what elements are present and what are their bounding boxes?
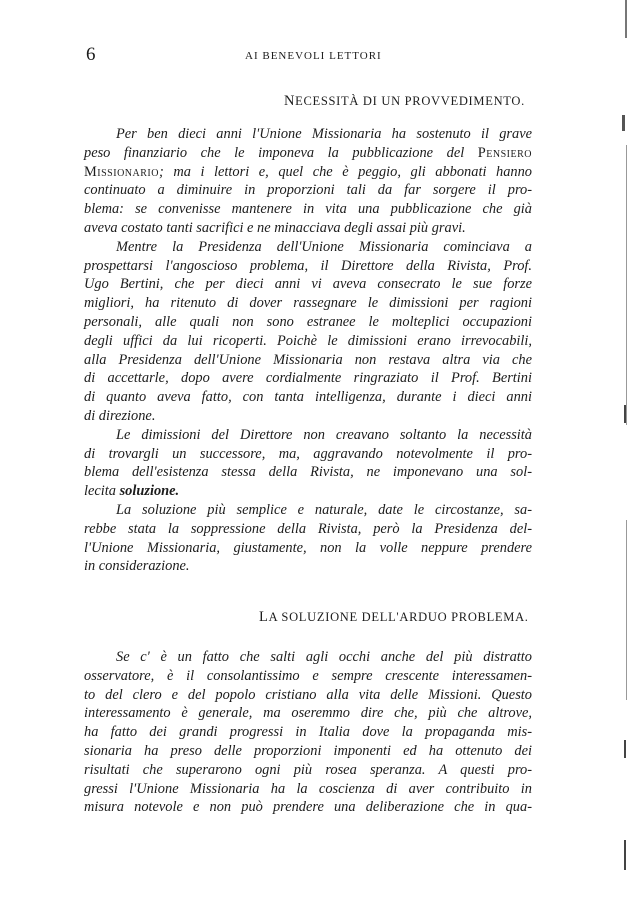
text-line: blema: se convenisse mantenere in vita una pubblicazione che già xyxy=(84,201,532,218)
section-1-body xyxy=(84,125,532,576)
text-line: osservatore, è il consolantissimo e sempre crescente interessamen- xyxy=(84,667,532,684)
scan-edge-mark xyxy=(625,0,627,38)
journal-name: Missionario xyxy=(84,163,159,180)
text-line: in considerazione. xyxy=(84,558,190,575)
text-line: ha fatto dei grandi progressi in Italia dove la propaganda mis- xyxy=(84,724,532,741)
page-number: 6 xyxy=(86,44,96,65)
text-line: Per ben dieci anni l'Unione Missionaria ha sostenuto il grave xyxy=(116,126,532,142)
text-line: misura notevole e non può prendere una deliberazione che in qua- xyxy=(84,799,532,816)
scan-edge-mark xyxy=(626,145,627,425)
text-line: degli uffici da lui ricoperti. Poichè le dimissioni erano irrevocabili, xyxy=(84,332,532,349)
emphasis-word: soluzione. xyxy=(119,483,180,500)
section-title-rest: ECESSITÀ DI UN PROVVEDIMENTO. xyxy=(295,94,525,108)
text-line xyxy=(84,163,532,182)
scan-edge-mark xyxy=(622,115,625,131)
scan-edge-mark xyxy=(624,840,626,870)
text-line: to del clero e del popolo cristiano alla vita delle Missioni. Questo xyxy=(84,686,532,703)
text-line: blema dell'esistenza stessa della Rivista, ne imponevano una sol- xyxy=(84,464,532,481)
section-title-initial: L xyxy=(259,609,269,625)
text-line: risultati che superarono ogni più rosea speranza. A questi pro- xyxy=(84,761,532,778)
text-line: Ugo Bertini, che per dieci anni vi aveva consecrato le sue forze xyxy=(84,276,532,293)
text-run: ; ma i lettori e, quel che è peggio, gli abbonati hanno xyxy=(158,163,532,180)
text-line: continuato a diminuire in proporzioni tali da far sorgere il pro- xyxy=(84,182,532,199)
text-line: di accettarle, dopo avere cordialmente ringraziato il Prof. Bertini xyxy=(84,370,532,387)
section-title-1 xyxy=(284,93,525,110)
text-line: rebbe stata la soppressione della Rivista, però la Presidenza del- xyxy=(84,520,532,537)
scan-edge-mark xyxy=(624,740,626,758)
section-title-initial: N xyxy=(284,93,296,109)
running-head: AI BENEVOLI LETTORI xyxy=(245,50,382,62)
text-line: personali, alle quali non sono estranee le molteplici occupazioni xyxy=(84,313,532,330)
text-line xyxy=(84,144,532,163)
text-line: Le dimissioni del Direttore non creavano soltanto la necessità xyxy=(116,426,532,443)
text-line: Se c' è un fatto che salti agli occhi anche del più distratto xyxy=(116,649,532,665)
section-title-2 xyxy=(259,609,529,626)
text-line: di direzione. xyxy=(84,407,156,424)
text-line: Mentre la Presidenza dell'Unione Missionaria cominciava a xyxy=(116,238,532,255)
text-run: peso finanziario che le imponeva la pubblicazione del xyxy=(84,144,465,161)
text-line: alla Presidenza dell'Unione Missionaria non restava altra via che xyxy=(84,351,532,368)
text-line: interessamento è generale, ma oseremmo dire che, più che altrove, xyxy=(84,705,532,722)
text-line: di quanto aveva fatto, con tanta intelligenza, durante i dieci anni xyxy=(84,389,532,406)
text-line: La soluzione più semplice e naturale, date le circostanze, sa- xyxy=(116,501,532,518)
journal-name: Pensiero xyxy=(477,144,532,161)
text-line: di trovargli un successore, ma, aggravando notevolmente il pro- xyxy=(84,445,532,462)
text-line: l'Unione Missionaria, giustamente, non la volle neppure prendere xyxy=(84,539,532,556)
text-line: aveva costato tanti sacrifici e ne minacciava degli assai più gravi. xyxy=(84,219,466,236)
text-run: lecita xyxy=(84,483,116,500)
section-title-rest: A SOLUZIONE DELL'ARDUO PROBLEMA. xyxy=(268,610,529,624)
text-line: migliori, ha ritenuto di dover rassegnare le dimissioni per ragioni xyxy=(84,295,532,312)
scan-edge-mark xyxy=(624,405,626,423)
text-line: gressi l'Unione Missionaria ha la coscienza di aver contribuito in xyxy=(84,780,532,797)
text-line xyxy=(84,482,532,501)
section-2-body xyxy=(84,648,532,817)
text-line: prospettarsi l'angoscioso problema, il Direttore della Rivista, Prof. xyxy=(84,257,532,274)
text-line: sionaria ha preso delle proporzioni imponenti ed ha ottenuto dei xyxy=(84,742,532,759)
scan-edge-mark xyxy=(626,520,627,700)
